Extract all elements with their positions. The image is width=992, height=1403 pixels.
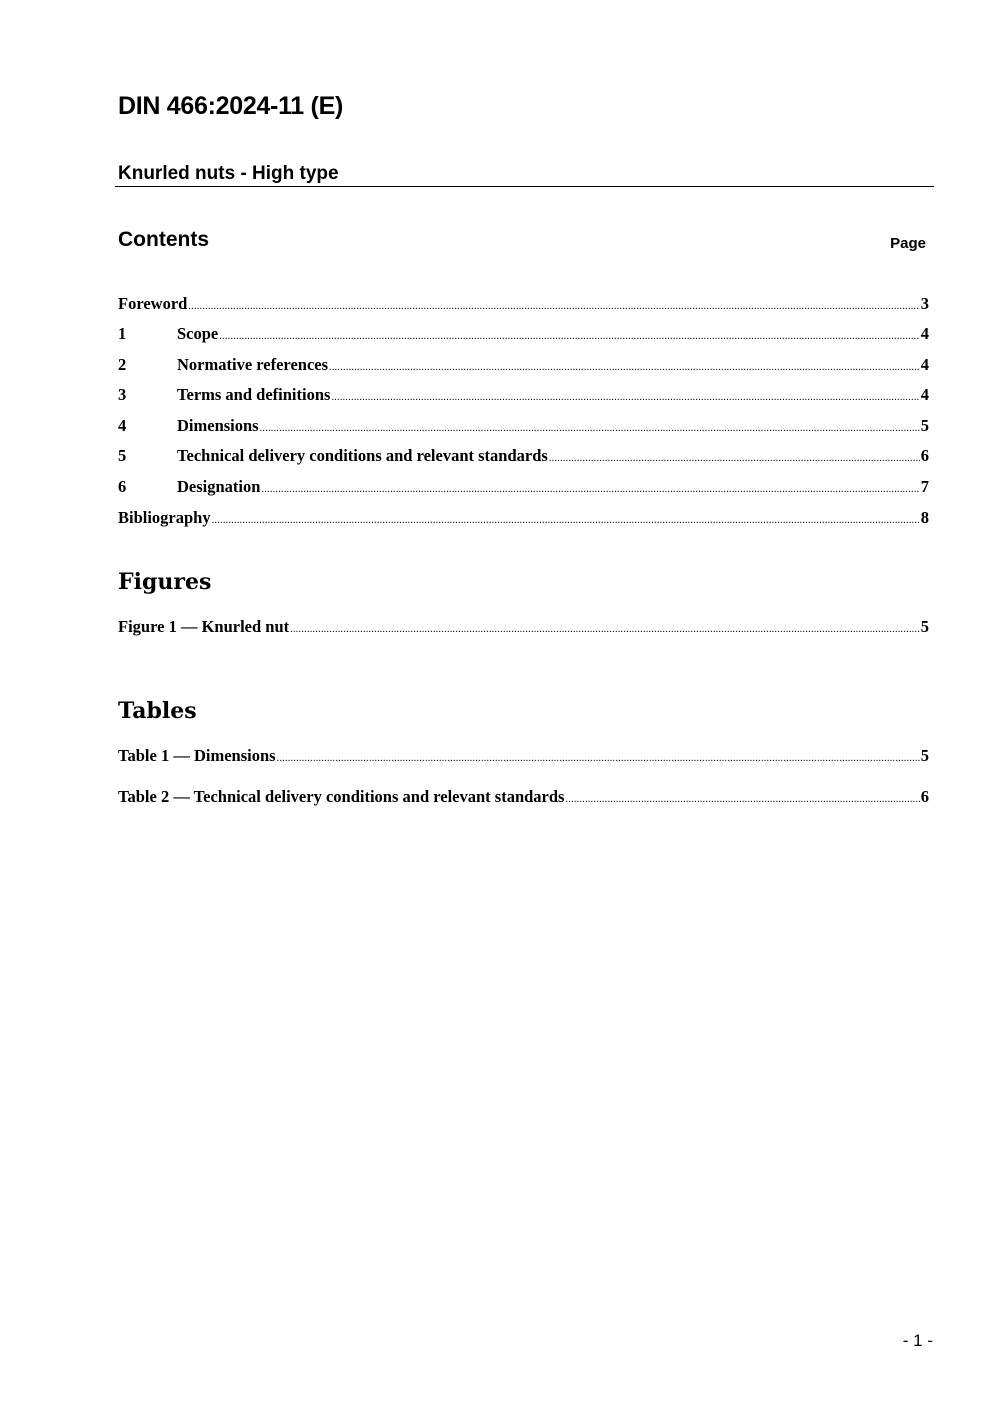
toc-entry-number: 1 — [118, 324, 127, 343]
title-underline — [115, 186, 934, 187]
toc-entry-page: 4 — [920, 385, 929, 404]
figures-heading: Figures — [118, 569, 212, 595]
toc-entry-normative-references[interactable] — [118, 354, 929, 376]
table-entry-page: 5 — [920, 746, 929, 765]
toc-entry-page: 7 — [920, 477, 929, 496]
toc-entry-page: 4 — [920, 324, 929, 343]
document-subtitle: Knurled nuts - High type — [118, 163, 339, 184]
toc-entry-text: Terms and definitions — [177, 385, 331, 404]
toc-entry-number: 6 — [118, 477, 127, 496]
toc-leader-dots — [565, 789, 919, 811]
tables-heading: Tables — [118, 698, 197, 724]
figure-entry-page: 5 — [920, 617, 929, 636]
toc-leader-dots — [212, 510, 920, 532]
toc-entry-number: 2 — [118, 355, 127, 374]
toc-entry-text: Foreword — [118, 294, 188, 313]
toc-leader-dots — [260, 418, 920, 440]
toc-leader-dots — [290, 619, 920, 641]
toc-entry-page: 3 — [920, 294, 929, 313]
toc-entry-bibliography[interactable] — [118, 507, 929, 529]
toc-leader-dots — [331, 387, 919, 409]
table-entry-page: 6 — [920, 787, 929, 806]
toc-entry-terms-and-definitions[interactable] — [118, 384, 929, 406]
toc-entry-number: 3 — [118, 385, 127, 404]
toc-entry-page: 8 — [920, 508, 929, 527]
document-id: DIN 466:2024-11 (E) — [118, 92, 343, 120]
figure-entry-text: Figure 1 — Knurled nut — [118, 617, 290, 636]
table-entry-text: Table 1 — Dimensions — [118, 746, 276, 765]
toc-entry-text: Scope — [177, 324, 219, 343]
page-number: - 1 - — [902, 1331, 933, 1350]
table-entry-technical-delivery-conditions[interactable] — [118, 786, 929, 808]
table-entry-dimensions[interactable] — [118, 745, 929, 767]
toc-entry-dimensions[interactable] — [118, 415, 929, 437]
toc-leader-dots — [329, 357, 920, 379]
toc-entry-scope[interactable] — [118, 323, 929, 345]
toc-leader-dots — [277, 748, 920, 770]
toc-leader-dots — [188, 296, 919, 318]
toc-entry-foreword[interactable] — [118, 293, 929, 315]
figure-entry-knurled-nut[interactable] — [118, 616, 929, 638]
toc-entry-designation[interactable] — [118, 476, 929, 498]
toc-leader-dots — [261, 479, 919, 501]
toc-entry-page: 5 — [920, 416, 929, 435]
toc-leader-dots — [549, 448, 920, 470]
page-column-label: Page — [890, 235, 926, 252]
toc-entry-number: 5 — [118, 446, 127, 465]
toc-entry-text: Designation — [177, 477, 261, 496]
toc-entry-number: 4 — [118, 416, 127, 435]
toc-entry-text: Normative references — [177, 355, 329, 374]
toc-entry-page: 4 — [920, 355, 929, 374]
toc-entry-page: 6 — [920, 446, 929, 465]
toc-entry-text: Dimensions — [177, 416, 259, 435]
toc-entry-technical-delivery-conditions[interactable] — [118, 445, 929, 467]
toc-entry-text: Bibliography — [118, 508, 211, 527]
contents-heading: Contents — [118, 228, 209, 251]
toc-entry-text: Technical delivery conditions and relevant standards — [177, 446, 548, 465]
toc-leader-dots — [219, 326, 920, 348]
table-entry-text: Table 2 — Technical delivery conditions and relevant standards — [118, 787, 565, 806]
